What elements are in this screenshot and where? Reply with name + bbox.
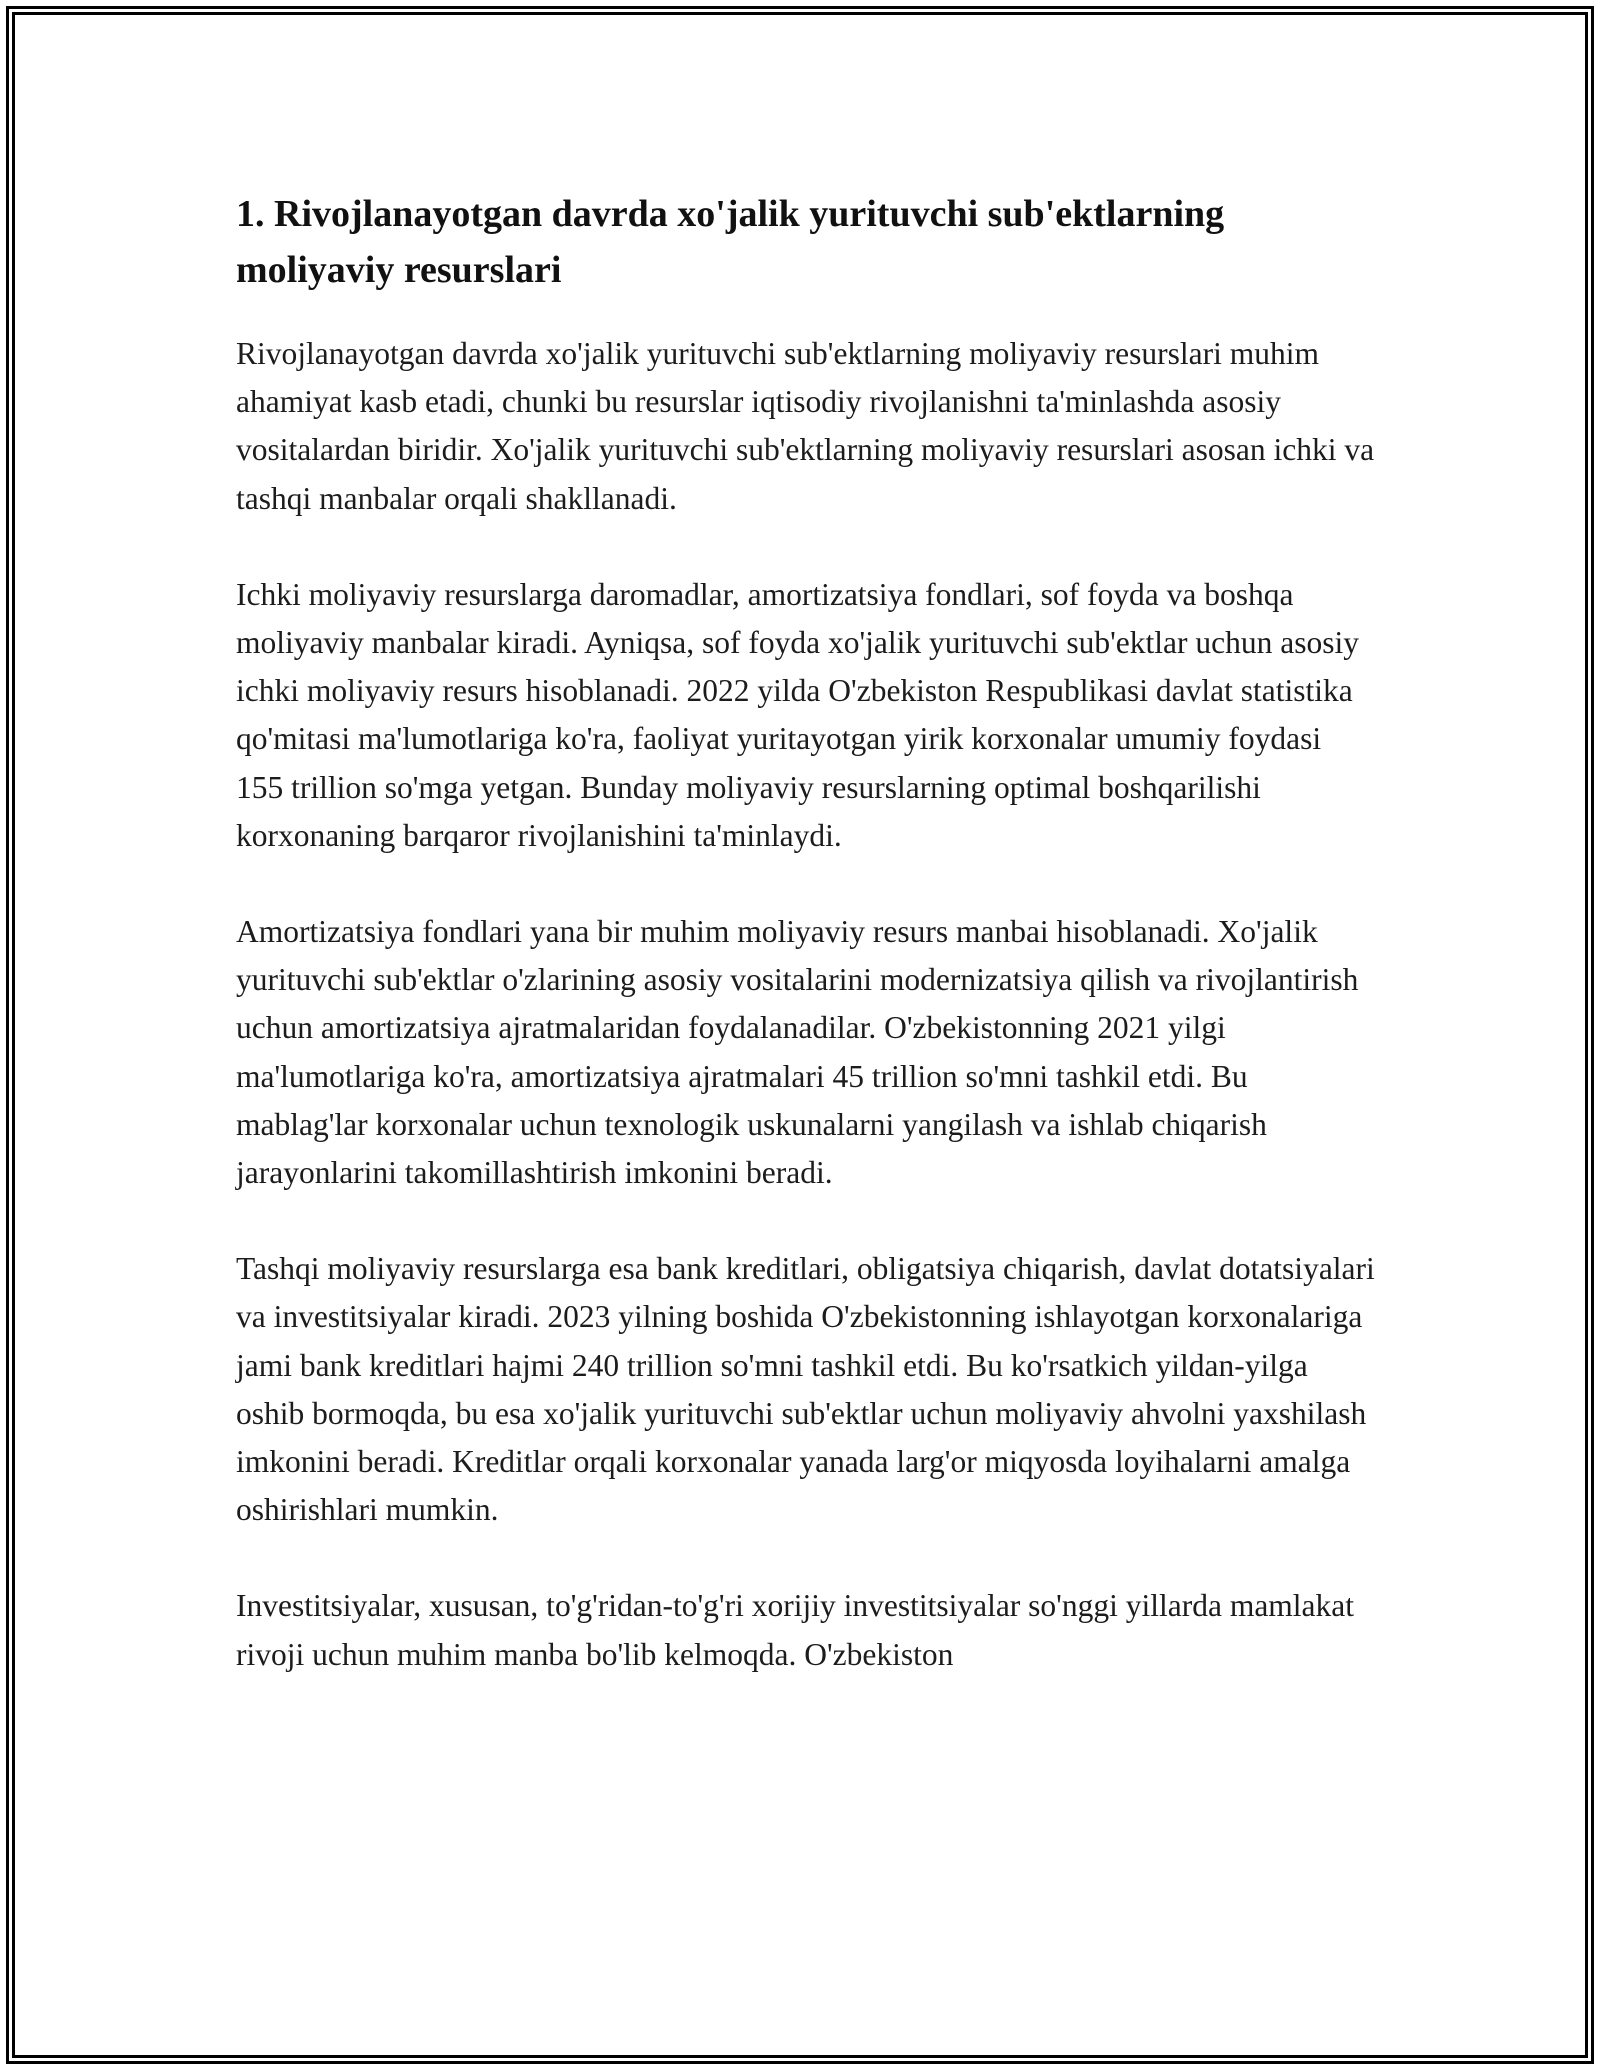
section-heading: 1. Rivojlanayotgan davrda xo'jalik yurituvchi sub'ektlarning moliyaviy resurslari xyxy=(236,193,1225,291)
document-page xyxy=(236,186,1376,1727)
paragraph-investments: Investitsiyalar, xususan, to'g'ridan-to'g'ri xorijiy investitsiyalar so'nggi yillarda mamlakat rivoji uchun muhim manba bo'lib kelmoqda. O'zbekiston xyxy=(236,1588,1355,1672)
paragraph-amortization: Amortizatsiya fondlari yana bir muhim moliyaviy resurs manbai hisoblanadi. Xo'jalik yurituvchi sub'ektlar o'zlarining asosiy vositalarini modernizatsiya qilish va rivojlantirish uchun amortizatsiya ajratmalaridan foydalanadilar. O'zbekistonning 2021 yilgi ma'lumotlariga ko'ra, amortizatsiya ajratmalari 45 trillion so'mni tashkil etdi. Bu mablag'lar korxonalar uchun texnologik uskunalarni yangilash va ishlab chiqarish jarayonlarini takomillashtirish imkonini beradi. xyxy=(236,914,1359,1191)
paragraph-external-resources: Tashqi moliyaviy resurslarga esa bank kreditlari, obligatsiya chiqarish, davlat dotatsiyalari va investitsiyalar kiradi. 2023 yilning boshida O'zbekistonning ishlayotgan korxonalariga jami bank kreditlari hajmi 240 trillion so'mni tashkil etdi. Bu ko'rsatkich yildan-yilga oshib bormoqda, bu esa xo'jalik yurituvchi sub'ektlar uchun moliyaviy ahvolni yaxshilash imkonini beradi. Kreditlar orqali korxonalar yanada larg'or miqyosda loyihalarni amalga oshirishlari mumkin. xyxy=(236,1251,1375,1528)
paragraph-internal-resources: Ichki moliyaviy resurslarga daromadlar, amortizatsiya fondlari, sof foyda va boshqa moliyaviy manbalar kiradi. Ayniqsa, sof foyda xo'jalik yurituvchi sub'ektlar uchun asosiy ichki moliyaviy resurs hisoblanadi. 2022 yilda O'zbekiston Respublikasi davlat statistika qo'mitasi ma'lumotlariga ko'ra, faoliyat yuritayotgan yirik korxonalar umumiy foydasi 155 trillion so'mga yetgan. Bunday moliyaviy resurslarning optimal boshqarilishi korxonaning barqaror rivojlanishini ta'minlaydi. xyxy=(236,576,1359,853)
paragraph-intro: Rivojlanayotgan davrda xo'jalik yurituvchi sub'ektlarning moliyaviy resurslari muhim ahamiyat kasb etadi, chunki bu resurslar iqtisodiy rivojlanishni ta'minlashda asosiy vositalardan biridir. Xo'jalik yurituvchi sub'ektlarning moliyaviy resurslari asosan ichki va tashqi manbalar orqali shakllanadi. xyxy=(236,336,1375,516)
